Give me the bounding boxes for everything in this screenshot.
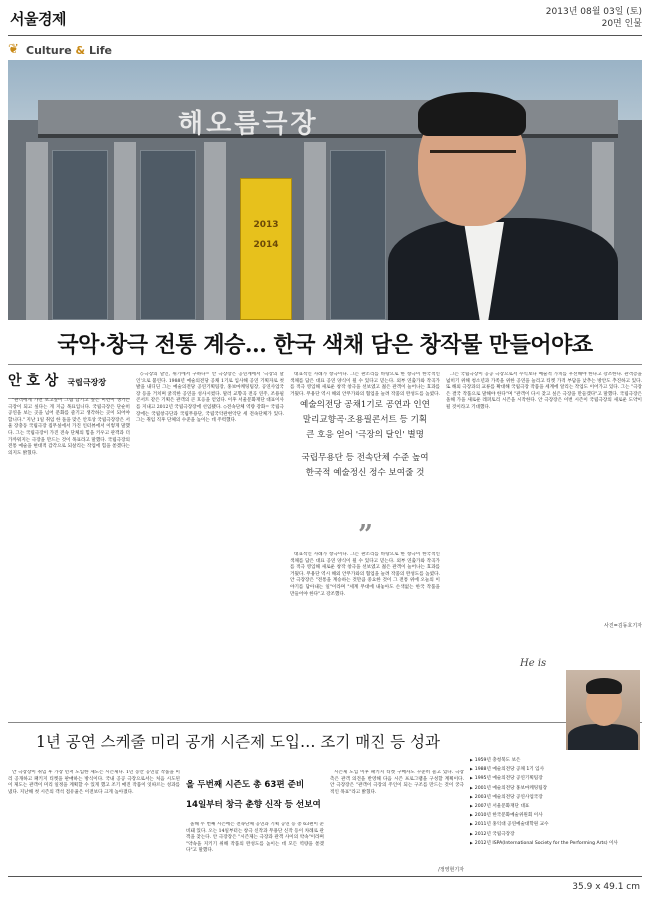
column xyxy=(204,142,226,320)
main-headline: 국악·창극 전통 계승… 한국 색채 담은 창작물 만들어야죠 xyxy=(57,332,593,358)
article2-col1-text: 안 극장장이 취임 후 가장 먼저 도입한 제도는 시즌제다. 1년 동안 공연할 작품을 미리 공개하고 패키지 티켓을 판매하는 방식이다. 국내 공공 극장으로서는 처음 시도된 이 제도는 관객이 미리 일정을 계획할 수 있게 했고 조기 매진 작품이 잇따르는 성과를 냈다. 지난해 첫 시즌의 객석 점유율은 이전보다 크게 높아졌다. xyxy=(8,770,180,795)
article2-column-1 xyxy=(8,770,180,872)
glasses xyxy=(430,150,516,170)
culture-leaf-icon: ❦ xyxy=(8,42,19,57)
timeline-item: ▶ 1988년 예술의전당 공채 1기 입사 xyxy=(470,765,642,774)
article2-deck xyxy=(186,778,324,818)
person-title: 국립극장장 xyxy=(67,378,107,387)
banner-year-2: 2014 xyxy=(253,240,279,250)
article1-column-1 xyxy=(8,398,130,718)
pull-quote xyxy=(290,398,440,481)
season-banner xyxy=(240,178,292,320)
window xyxy=(140,150,196,320)
window xyxy=(330,150,386,320)
timeline-item: ▶ 2012년 ISPA(International Society for the Performing Arts) 이사 xyxy=(470,839,642,848)
clipping-size: 35.9 x 49.1 cm xyxy=(572,882,640,892)
timeline-item: ▶ 2012년 국립극장장 xyxy=(470,830,642,839)
page-number: 20면 인물 xyxy=(601,19,642,29)
masthead xyxy=(8,4,642,36)
hero-photo xyxy=(8,60,642,320)
article1-col3-lead: 대표적인 사례가 창극이다. 그는 판소리를 바탕으로 한 창극이 한국적인 색채를 담은 대표 공연 양식이 될 수 있다고 믿는다. 외부 연출가와 작곡가를 적극 영입해 새로운 창작 창극을 선보였고 젊은 관객이 늘어나는 효과를 거뒀다. 무용단 역시 해외 안무가와의 협업을 늘려 작품의 완성도를 높였다. xyxy=(290,372,440,396)
column xyxy=(304,142,326,320)
he-is-label: He is xyxy=(520,658,547,669)
paper-name: 서울경제 xyxy=(10,10,66,28)
timeline-item: ▶ 2001년 예술의전당 홍보마케팅팀장 xyxy=(470,784,642,793)
hair xyxy=(418,92,526,136)
section-label-life: Life xyxy=(88,43,112,57)
article1-col3-text: 대표적인 사례가 창극이다. 그는 판소리를 바탕으로 한 창극이 한국적인 색채를 담은 대표 공연 양식이 될 수 있다고 믿는다. 외부 연출가와 작곡가를 적극 영입해 새로운 창작 창극을 선보였고 젊은 관객이 늘어나는 효과를 거뒀다. 무용단 역시 해외 안무가와의 협업을 늘려 작품의 완성도를 높였다. 안 극장장은 "전통을 계승하는 것만큼 중요한 것이 그 전통 위에 오늘의 이야기를 담아내는 일"이라며 "세계 무대에 내놓아도 손색없는 한국 작품을 만들어야 한다"고 강조했다. xyxy=(290,552,440,597)
profile xyxy=(8,370,130,399)
hair xyxy=(586,678,622,694)
photo-byline: 사진=김동호기자 xyxy=(603,623,642,629)
headshot xyxy=(566,670,640,750)
column xyxy=(114,142,136,320)
divider xyxy=(8,364,642,365)
he-is-box xyxy=(468,630,642,750)
quote-mark-icon: ” xyxy=(358,520,373,550)
timeline-item: ▶ 2007년 서울문화재단 대표 xyxy=(470,802,642,811)
article1-col1-text: "관객에게 가면 보고싶어 그림 남기고 싶은 미련이 생기는 극장이 되고 싶다는 게 지금 목표입니다. 국립극장은 단순히 공연을 보는 곳을 넘어 문화를 즐기고 생각하는 곳이 되어야 합니다." 지난 1일 취임 한 돌을 맞은 안호상 국립극장장은 서울 장충동 국립극장 집무실에서 가진 인터뷰에서 이렇게 말했다. 그는 국립극장이 가진 전속 단체의 힘을 키우고 관객과 더 가까워지는 극장을 만드는 것이 목표라고 말했다. 국립극장의 전통 예술을 현대적 감각으로 되살리는 작업에 힘을 쏟겠다는 의지도 밝혔다. xyxy=(8,398,130,456)
window xyxy=(52,150,108,320)
article1-column-2 xyxy=(136,372,284,718)
pullquote-line: 큰 호응 얻어 '극장의 달인' 별명 xyxy=(305,430,424,440)
column xyxy=(26,142,48,320)
career-timeline xyxy=(470,756,642,848)
pullquote-line: 말리교향곡·조용필콘서트 등 기획 xyxy=(302,415,428,425)
article2-column-3 xyxy=(330,770,464,866)
article1-column-3 xyxy=(290,552,440,718)
article1-column-3-top xyxy=(290,372,440,396)
timeline-item: ▶ 2011년 홍익대 공연예술대학원 교수 xyxy=(470,820,642,829)
timeline-item: ▶ 1995년 예술의전당 공연기획팀장 xyxy=(470,774,642,783)
suit xyxy=(568,724,638,750)
article2-col3-text: 시즌제 도입 이후 패키지 티켓 구매자도 꾸준히 늘고 있다. 극장 측은 관객 의견을 반영해 다음 시즌 프로그램을 구성할 계획이다. 안 극장장은 "관객이 극장의 주인이 되는 구조를 만드는 것이 궁극적인 목표"라고 밝혔다. xyxy=(330,770,464,795)
person-name: 안 호 상 xyxy=(8,373,59,389)
article1-column-4 xyxy=(446,372,642,622)
article2-column-2 xyxy=(186,822,324,872)
article2-headline: 1년 공연 스케줄 미리 공개 시즌제 도입… 조기 매진 등 성과 xyxy=(35,733,441,751)
timeline-item: ▶ 1959년 충청북도 보은 xyxy=(470,756,642,765)
article1-col4-text: 그는 국립극장이 공공 극장으로서 수익보다 예술적 가치를 우선해야 한다고 강조한다. 관객층을 넓히기 위해 청소년과 가족을 위한 공연을 늘리고 티켓 가격 부담을 낮추는 방안도 추진하고 있다. 또 해외 극장과의 교류를 확대해 국립극장 작품을 세계에 알리는 작업도 이어가고 있다. 그는 "극장은 결국 작품으로 말해야 한다"며 "관객이 다시 찾고 싶은 극장을 만들겠다"고 말했다. 국립극장은 올해 가을 새로운 레퍼토리 시즌을 시작한다. 안 극장장은 이번 시즌이 국립극장의 새로운 도약이 될 것이라고 기대했다. xyxy=(446,372,642,410)
portrait-person xyxy=(398,88,608,320)
banner-year-1: 2013 xyxy=(253,220,279,230)
deck-line: 올 두번째 시즌도 총 63편 준비 xyxy=(186,780,305,790)
section-label xyxy=(26,44,112,57)
issue-date: 2013년 08월 03일 (토) xyxy=(545,7,642,17)
article1-col2-text: ◇극장의 달인, 위기에서 구하다= 안 극장장은 공연계에서 '극장의 달인'으로 불린다. 1988년 예술의전당 공채 1기로 입사해 공연 기획자로 첫발을 내디딘 그는 예술의전당 공연기획팀장, 홍보마케팅팀장, 공연사업국장 등을 거치며 굵직한 공연을 성사시켰다. 말러 교향곡 전곡 연주, 조용필 콘서트 같은 기획은 관객의 큰 호응을 얻었다. 이후 서울문화재단 대표이사를 지내고 2012년 국립극장장에 선임됐다. ◇전속단체 역량 강화= 국립극장에는 국립창극단과 국립무용단, 국립국악관현악단 세 전속단체가 있다. 그는 취임 직후 단체의 수준을 높이는 데 주력했다. xyxy=(136,372,284,424)
article2-col2-text: 올해 두 번째 시즌에는 전속단체 공연과 기획 공연 등 총 63편이 준비돼 있다. 오는 14일부터는 창극 신작과 무용단 신작 등이 차례로 관객을 찾는다. 안 극장장은 "시즌제는 극장과 관객 사이의 약속"이라며 "약속을 지키기 위해 작품의 완성도를 높이는 데 모든 역량을 쏟겠다"고 말했다. xyxy=(186,822,324,854)
theater-sign: 해오름극장 xyxy=(178,109,319,139)
pullquote-line: 국립무용단 등 전속단체 수준 높여 xyxy=(301,453,429,463)
divider xyxy=(8,876,642,877)
section-label-culture: Culture xyxy=(26,43,72,57)
timeline-item: ▶ 2010년 한국문화예술위원회 이사 xyxy=(470,811,642,820)
pullquote-line: 한국적 예술정신 정수 보여줄 것 xyxy=(305,468,425,478)
section-bar xyxy=(8,40,112,60)
article2-byline: /정영현기자 xyxy=(438,867,464,873)
pullquote-line: 예술의전당 공채1기로 공연과 인연 xyxy=(300,400,430,410)
deck-line: 14일부터 창극 춘향 신작 등 선보여 xyxy=(186,800,321,810)
suit xyxy=(388,218,618,320)
timeline-item: ▶ 2003년 예술의전당 공연사업국장 xyxy=(470,793,642,802)
section-label-amp: & xyxy=(75,43,86,57)
issue-info xyxy=(546,6,642,30)
